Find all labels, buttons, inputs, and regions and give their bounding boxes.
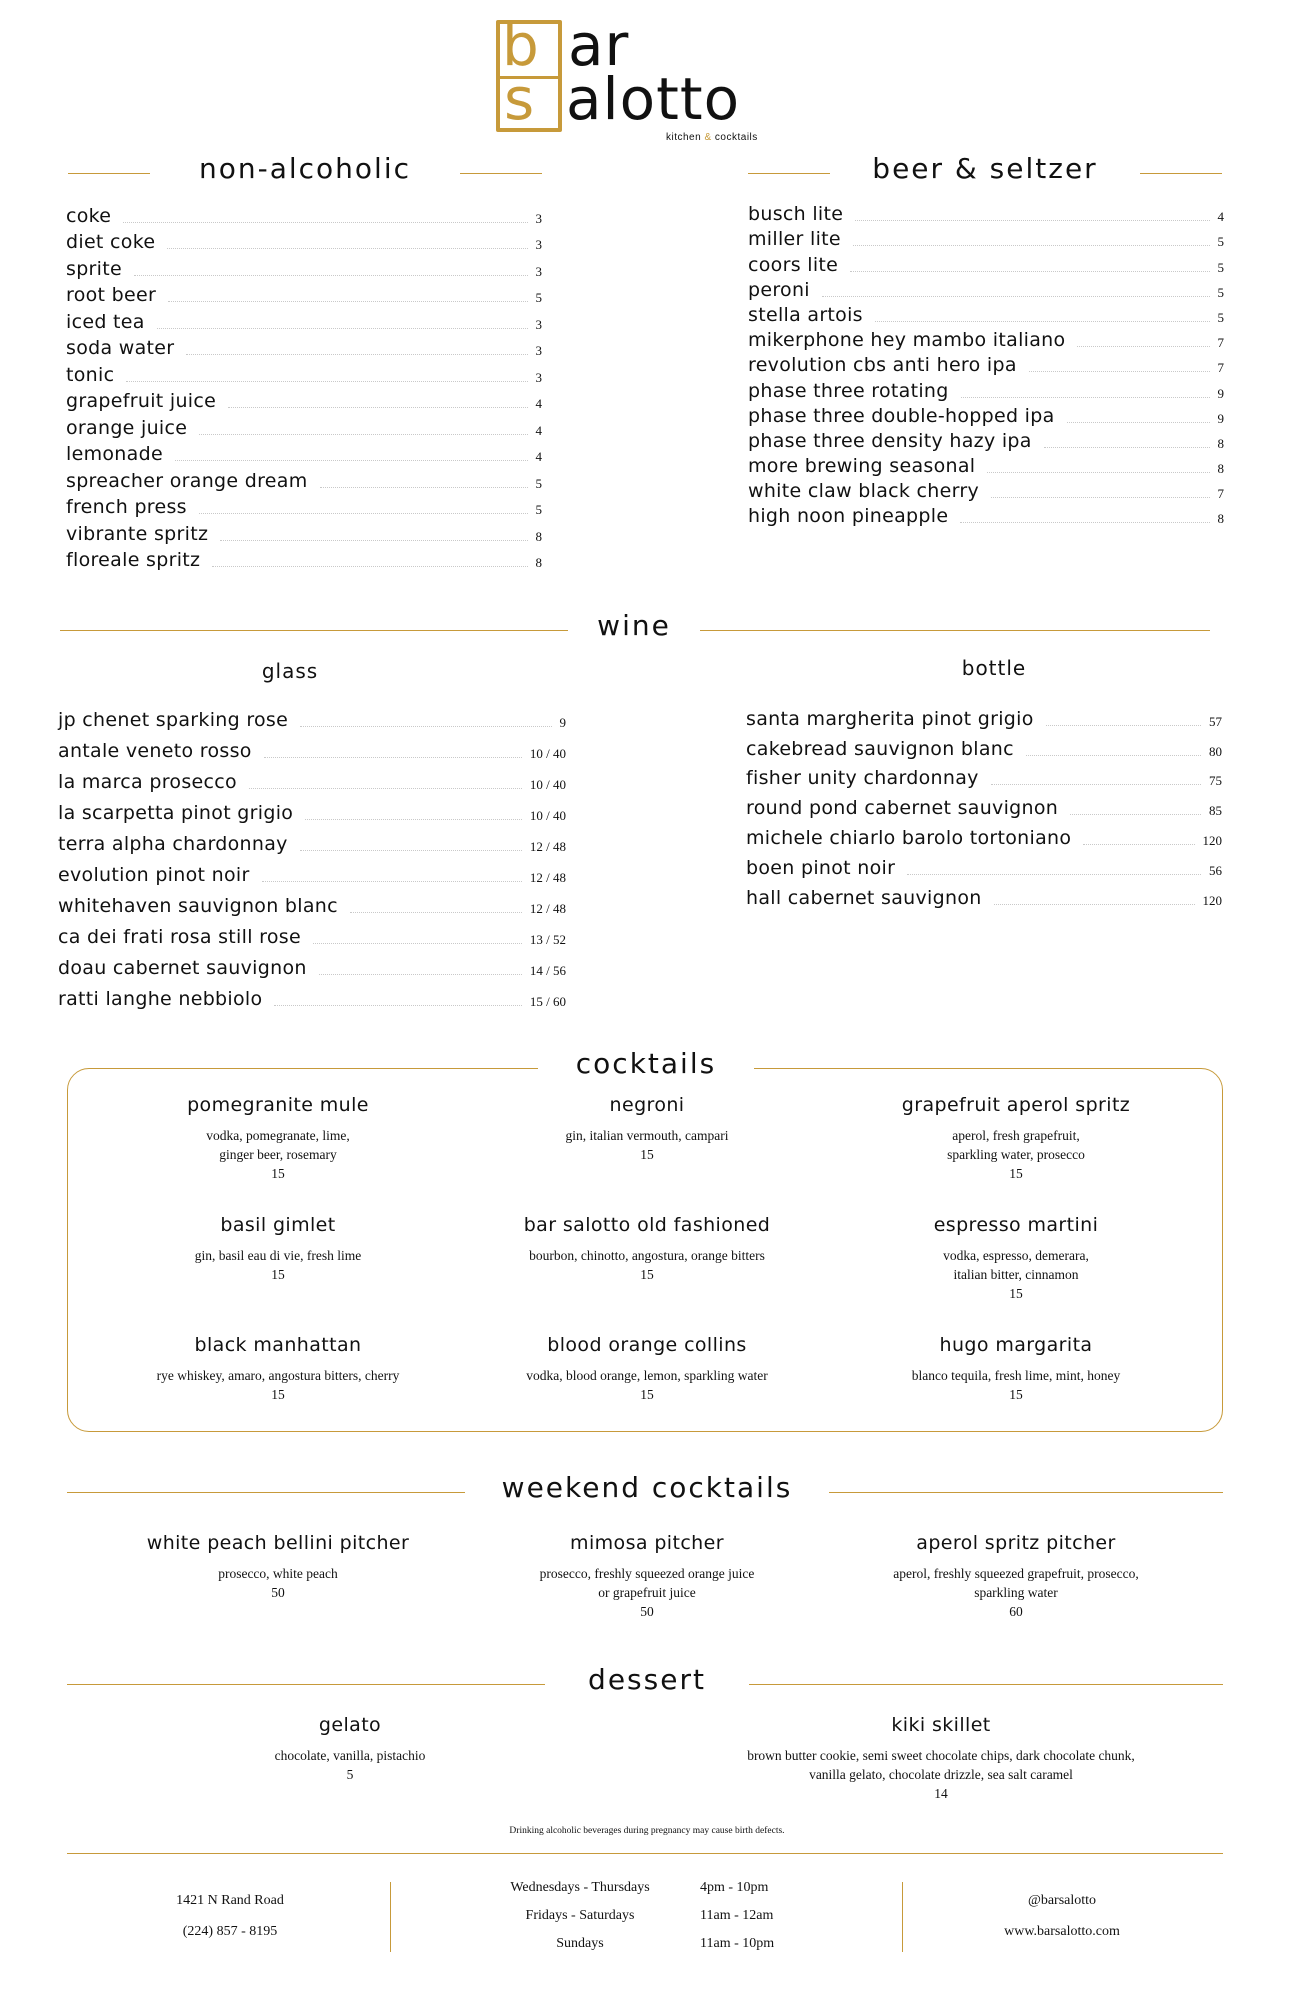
dot-leader [134, 275, 528, 276]
menu-item-price: 3 [535, 316, 542, 332]
menu-item-price: 5 [535, 475, 542, 491]
menu-item [748, 301, 1224, 326]
menu-item-price: 15 [271, 1267, 285, 1282]
menu-item-description: aperol, freshly squeezed grapefruit, prosecco, [893, 1566, 1139, 1581]
menu-item-name: antale veneto rosso [58, 740, 252, 762]
menu-item-name: revolution cbs anti hero ipa [748, 354, 1017, 377]
dot-leader [320, 487, 528, 488]
logo-letter-s: s [504, 65, 536, 133]
dot-leader [1044, 447, 1210, 448]
menu-item [746, 879, 1222, 909]
menu-item-price: 120 [1202, 892, 1222, 908]
menu-item-price: 10 / 40 [529, 746, 566, 761]
menu-item [748, 376, 1224, 401]
footer-divider [902, 1882, 903, 1952]
dot-leader [300, 850, 522, 851]
menu-item-price: 12 / 48 [529, 870, 566, 885]
menu-item [748, 250, 1224, 275]
menu-item-price: 8 [1217, 511, 1224, 527]
menu-item-description: vodka, blood orange, lemon, sparkling water [526, 1368, 768, 1383]
menu-item-name: peroni [748, 278, 810, 301]
menu-item [746, 789, 1222, 819]
divider-rule [749, 1684, 1223, 1685]
menu-item-name: jp chenet sparking rose [58, 709, 289, 731]
menu-item-description: rye whiskey, amaro, angostura bitters, cherry [156, 1368, 400, 1383]
dot-leader [1070, 814, 1201, 815]
menu-item-description: vodka, pomegranate, lime, [206, 1128, 350, 1143]
menu-item [836, 1094, 1196, 1183]
menu-item [66, 359, 542, 386]
menu-item-price: 80 [1209, 743, 1222, 759]
menu-item [836, 1214, 1196, 1303]
footer-divider [390, 1882, 391, 1952]
dot-leader [126, 381, 527, 382]
dot-leader [1046, 725, 1201, 726]
menu-item [748, 200, 1224, 225]
menu-item-name: black manhattan [194, 1334, 362, 1356]
menu-item-name: orange juice [66, 416, 188, 439]
dot-leader [199, 434, 527, 435]
dot-leader [1077, 346, 1209, 347]
menu-item-price: 57 [1209, 713, 1222, 729]
footer-instagram-handle[interactable]: @barsalotto [1027, 1893, 1097, 1908]
divider-rule [829, 1492, 1223, 1493]
menu-item [66, 439, 542, 466]
logo-letter-b: b [502, 11, 540, 79]
menu-item-name: basil gimlet [220, 1214, 336, 1236]
menu-item-price: 15 [640, 1387, 654, 1402]
dot-leader [167, 248, 527, 249]
menu-item [748, 477, 1224, 502]
menu-item-price: 50 [271, 1585, 285, 1600]
menu-item [66, 386, 542, 413]
dot-leader [212, 566, 527, 567]
menu-item [748, 502, 1224, 527]
menu-item-name: sprite [66, 257, 122, 280]
menu-item [748, 351, 1224, 376]
menu-item-price: 9 [559, 715, 566, 730]
menu-item-price: 12 / 48 [529, 901, 566, 916]
menu-item-price: 5 [1217, 234, 1224, 250]
dot-leader [319, 974, 522, 975]
footer-address: 1421 N Rand Road [176, 1893, 284, 1908]
menu-item [748, 225, 1224, 250]
divider-rule [700, 630, 1210, 631]
footer-phone[interactable]: (224) 857 - 8195 [182, 1924, 278, 1939]
menu-item [66, 227, 542, 254]
dessert-title: dessert [588, 1663, 706, 1696]
menu-item [66, 518, 542, 545]
menu-item-price: 15 [640, 1147, 654, 1162]
dot-leader [853, 245, 1210, 246]
menu-item-name: round pond cabernet sauvignon [746, 797, 1059, 820]
beer-seltzer-title: beer & seltzer [872, 152, 1098, 185]
dot-leader [960, 522, 1209, 523]
dot-leader [1083, 844, 1194, 845]
menu-item-name: ca dei frati rosa still rose [58, 926, 301, 948]
alcohol-disclaimer: Drinking alcoholic beverages during pregnancy may cause birth defects. [509, 1826, 785, 1836]
menu-item-price: 15 [640, 1267, 654, 1282]
dot-leader [1029, 371, 1210, 372]
menu-item-price: 8 [535, 555, 542, 570]
menu-item [748, 402, 1224, 427]
wine-glass-title: glass [261, 659, 319, 683]
beer-seltzer-list [748, 200, 1224, 527]
menu-item-price: 5 [535, 502, 542, 517]
menu-item-name: negroni [609, 1094, 685, 1116]
menu-item [467, 1532, 827, 1621]
menu-item-price: 13 / 52 [529, 932, 566, 947]
dot-leader [157, 328, 528, 329]
menu-item-description: sparkling water, prosecco [947, 1147, 1085, 1162]
menu-item-name: gelato [318, 1714, 382, 1736]
dot-leader [300, 726, 551, 727]
divider-rule [460, 173, 542, 174]
hours-time: 11am - 10pm [700, 1936, 775, 1951]
wine-glass-list [58, 700, 566, 1010]
menu-item-description: brown butter cookie, semi sweet chocolate chips, dark chocolate chunk, [747, 1748, 1135, 1763]
menu-item [66, 280, 542, 307]
menu-item-name: pomegranite mule [187, 1094, 369, 1116]
menu-item-name: iced tea [66, 310, 145, 333]
menu-item-description: vanilla gelato, chocolate drizzle, sea salt caramel [809, 1767, 1073, 1782]
menu-item-name: vibrante spritz [66, 522, 209, 545]
menu-item-name: stella artois [748, 303, 863, 326]
menu-item-description: gin, italian vermouth, campari [565, 1128, 729, 1143]
menu-item [661, 1714, 1221, 1803]
dot-leader [199, 513, 528, 514]
menu-item [66, 412, 542, 439]
logo-word-top: ar [568, 11, 630, 79]
divider-rule [67, 1492, 465, 1493]
menu-item-description: sparkling water [974, 1585, 1058, 1600]
wine-bottle-title: bottle [961, 656, 1027, 680]
dot-leader [1026, 755, 1201, 756]
menu-item [66, 200, 542, 227]
menu-item-name: grapefruit aperol spritz [901, 1094, 1131, 1116]
menu-item-name: whitehaven sauvignon blanc [58, 895, 338, 917]
menu-item-name: tonic [66, 363, 115, 386]
menu-item-price: 15 [1009, 1166, 1023, 1181]
menu-item [98, 1094, 458, 1183]
menu-item-price: 7 [1217, 360, 1224, 376]
menu-item-price: 3 [535, 237, 542, 252]
hours-time: 4pm - 10pm [700, 1880, 769, 1895]
divider-rule [1140, 173, 1222, 174]
divider-rule [67, 1684, 545, 1685]
dot-leader [991, 497, 1209, 498]
dot-leader [350, 912, 522, 913]
wine-bottle-list [746, 700, 1222, 909]
menu-item-name: hugo margarita [939, 1334, 1093, 1356]
menu-item [748, 427, 1224, 452]
menu-item-name: coors lite [748, 253, 839, 276]
menu-item-name: diet coke [66, 231, 156, 253]
dot-leader [123, 222, 527, 223]
dot-leader [850, 271, 1209, 272]
menu-item-price: 5 [1217, 259, 1224, 275]
menu-item-price: 15 / 60 [529, 994, 566, 1009]
menu-item-name: busch lite [748, 203, 844, 226]
hours-time: 11am - 12am [700, 1908, 774, 1923]
menu-item [746, 819, 1222, 849]
divider-rule [68, 173, 150, 174]
hours-days: Wednesdays - Thursdays [510, 1880, 650, 1895]
dot-leader [186, 354, 527, 355]
menu-item [58, 731, 566, 762]
dot-leader [264, 757, 522, 758]
menu-item [66, 306, 542, 333]
dot-leader [175, 460, 528, 461]
menu-item [58, 824, 566, 855]
menu-item-name: hall cabernet sauvignon [746, 886, 982, 909]
menu-item-price: 56 [1209, 862, 1222, 878]
menu-item-name: root beer [66, 284, 157, 306]
menu-item-name: mikerphone hey mambo italiano [748, 329, 1066, 352]
dot-leader [249, 788, 522, 789]
menu-item-price: 4 [535, 422, 542, 438]
menu-item [746, 760, 1222, 790]
menu-item-name: french press [66, 496, 187, 518]
menu-item [58, 855, 566, 886]
menu-item-name: coke [66, 204, 112, 227]
menu-item-name: miller lite [748, 228, 841, 251]
menu-item-name: floreale spritz [66, 549, 201, 571]
menu-item-name: cakebread sauvignon blanc [746, 737, 1014, 760]
menu-item-price: 60 [1009, 1604, 1023, 1619]
menu-item [58, 762, 566, 793]
menu-item-description: italian bitter, cinnamon [953, 1267, 1079, 1282]
menu-item [66, 253, 542, 280]
menu-item-price: 4 [1217, 209, 1224, 225]
menu-item-name: santa margherita pinot grigio [746, 707, 1034, 730]
dot-leader [875, 321, 1210, 322]
menu-item-price: 3 [535, 210, 542, 226]
menu-item-description: vodka, espresso, demerara, [943, 1248, 1089, 1263]
menu-item [58, 917, 566, 948]
menu-item-name: evolution pinot noir [58, 864, 250, 886]
menu-item [66, 465, 542, 492]
menu-item-price: 12 / 48 [529, 839, 566, 854]
menu-item-name: boen pinot noir [746, 856, 896, 879]
menu-item-name: espresso martini [933, 1214, 1099, 1236]
menu-item-price: 8 [1217, 435, 1224, 451]
menu-item-price: 10 / 40 [529, 808, 566, 823]
menu-item-price: 8 [1217, 461, 1224, 477]
dot-leader [907, 874, 1201, 875]
menu-item [98, 1214, 458, 1284]
menu-item-name: soda water [66, 337, 175, 359]
menu-item [98, 1532, 458, 1602]
menu-item-description: aperol, fresh grapefruit, [952, 1128, 1080, 1143]
menu-item [746, 700, 1222, 730]
menu-item-name: spreacher orange dream [66, 469, 308, 492]
menu-item-description: bourbon, chinotto, angostura, orange bitters [529, 1248, 765, 1263]
menu-item [58, 793, 566, 824]
menu-item [58, 700, 566, 731]
menu-item-price: 15 [1009, 1286, 1023, 1301]
menu-item-price: 7 [1217, 335, 1224, 351]
dot-leader [220, 540, 527, 541]
menu-item-name: white peach bellini pitcher [146, 1532, 410, 1554]
menu-item [58, 979, 566, 1010]
menu-item-name: michele chiarlo barolo tortoniano [746, 826, 1072, 849]
menu-item [746, 849, 1222, 879]
logo-word-bottom: alotto [566, 65, 741, 133]
menu-item-price: 3 [535, 343, 542, 358]
dot-leader [822, 296, 1210, 297]
menu-item-name: aperol spritz pitcher [916, 1532, 1116, 1554]
menu-item [58, 886, 566, 917]
menu-item [746, 730, 1222, 760]
dot-leader [313, 943, 522, 944]
dot-leader [994, 904, 1195, 905]
menu-item-description: or grapefruit juice [598, 1585, 696, 1600]
menu-item-price: 120 [1202, 832, 1222, 848]
dot-leader [991, 784, 1201, 785]
footer-website-link[interactable]: www.barsalotto.com [1004, 1924, 1120, 1939]
menu-item-price: 7 [1217, 486, 1224, 502]
menu-item-name: phase three rotating [748, 379, 949, 402]
menu-item-name: blood orange collins [547, 1334, 747, 1356]
menu-item [748, 276, 1224, 301]
hours-days: Sundays [556, 1936, 604, 1951]
menu-item-name: doau cabernet sauvignon [58, 957, 307, 979]
menu-item-price: 9 [1217, 385, 1224, 401]
dot-leader [1067, 422, 1210, 423]
menu-item [467, 1334, 827, 1404]
menu-item [98, 1334, 458, 1404]
menu-item [66, 492, 542, 519]
dot-leader [168, 301, 527, 302]
menu-item-price: 50 [640, 1604, 654, 1619]
menu-item-price: 4 [535, 396, 542, 411]
weekend-cocktails-title: weekend cocktails [501, 1471, 793, 1504]
menu-item [467, 1214, 827, 1284]
menu-item-name: high noon pineapple [748, 505, 949, 528]
dot-leader [987, 472, 1209, 473]
menu-item-price: 5 [1217, 284, 1224, 300]
menu-item-price: 15 [1009, 1387, 1023, 1402]
menu-item-name: kiki skillet [891, 1714, 991, 1736]
menu-item-name: ratti langhe nebbiolo [58, 988, 263, 1010]
menu-item-price: 5 [535, 290, 542, 305]
hours-days: Fridays - Saturdays [525, 1908, 635, 1923]
menu-item [467, 1094, 827, 1164]
bar-salotto-logo [496, 11, 798, 143]
dot-leader [855, 220, 1209, 221]
non-alcoholic-list [66, 200, 542, 571]
menu-item-price: 3 [535, 369, 542, 385]
menu-item-price: 5 [1217, 309, 1224, 325]
menu-item-description: chocolate, vanilla, pistachio [274, 1748, 426, 1763]
footer-rule [67, 1853, 1223, 1854]
logo-tagline: kitchen & cocktails [666, 132, 758, 143]
menu-item [70, 1714, 630, 1784]
menu-item-name: la scarpetta pinot grigio [58, 802, 294, 824]
menu-item-price: 15 [271, 1166, 285, 1181]
menu-item-price: 75 [1209, 773, 1222, 789]
menu-item-price: 10 / 40 [529, 777, 566, 792]
menu-item-name: phase three double-hopped ipa [748, 404, 1055, 427]
menu-item [836, 1334, 1196, 1404]
menu-item-price: 15 [271, 1387, 285, 1402]
menu-item-price: 85 [1209, 803, 1222, 819]
menu-item-name: more brewing seasonal [748, 455, 976, 478]
menu-item-name: terra alpha chardonnay [58, 833, 288, 855]
divider-rule [748, 173, 830, 174]
dot-leader [262, 881, 522, 882]
menu-item-price: 3 [535, 263, 542, 279]
menu-item-name: mimosa pitcher [570, 1532, 724, 1554]
menu-item [748, 452, 1224, 477]
menu-item-description: ginger beer, rosemary [219, 1147, 337, 1162]
menu-item-price: 9 [1217, 410, 1224, 426]
menu-item-price: 14 / 56 [529, 963, 566, 978]
divider-rule [60, 630, 568, 631]
menu-item [836, 1532, 1196, 1621]
dot-leader [961, 397, 1210, 398]
menu-item-name: phase three density hazy ipa [748, 429, 1032, 452]
menu-item-name: white claw black cherry [748, 480, 980, 503]
wine-title: wine [597, 609, 671, 642]
menu-item [66, 545, 542, 572]
menu-item-price: 14 [934, 1786, 948, 1801]
menu-item-description: gin, basil eau di vie, fresh lime [194, 1248, 362, 1263]
menu-item [58, 948, 566, 979]
menu-item-name: bar salotto old fashioned [523, 1214, 771, 1236]
dot-leader [228, 407, 527, 408]
menu-item-description: prosecco, white peach [218, 1566, 338, 1581]
menu-item [66, 333, 542, 360]
menu-item-price: 4 [535, 449, 542, 464]
dot-leader [274, 1005, 521, 1006]
menu-item-name: la marca prosecco [58, 771, 237, 793]
non-alcoholic-title: non-alcoholic [198, 152, 412, 185]
menu-item-description: prosecco, freshly squeezed orange juice [539, 1566, 755, 1581]
menu-item-name: grapefruit juice [66, 390, 217, 412]
menu-item-price: 5 [346, 1767, 354, 1782]
menu-item-name: lemonade [66, 443, 163, 465]
menu-item-description: blanco tequila, fresh lime, mint, honey [911, 1368, 1121, 1383]
menu-item-price: 8 [535, 528, 542, 544]
menu-item-name: fisher unity chardonnay [746, 767, 979, 790]
dot-leader [305, 819, 522, 820]
cocktails-title: cocktails [575, 1047, 717, 1080]
menu-item [748, 326, 1224, 351]
